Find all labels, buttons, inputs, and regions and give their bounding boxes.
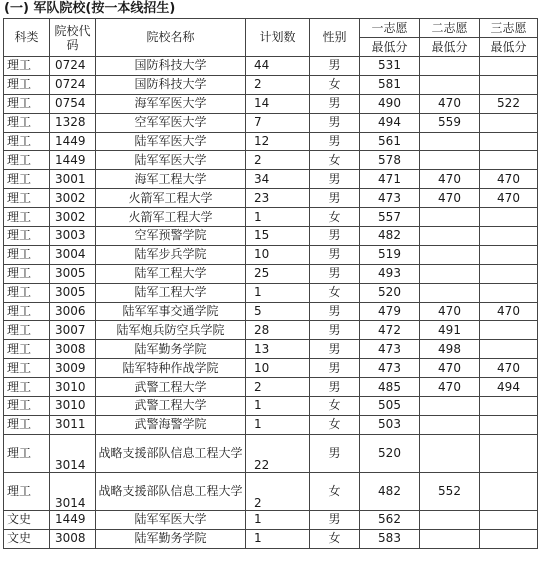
cell-subject: 理工 bbox=[4, 264, 50, 283]
cell-score2 bbox=[420, 75, 480, 94]
cell-subject: 理工 bbox=[4, 57, 50, 76]
cell-school-name: 陆军勤务学院 bbox=[96, 340, 246, 359]
cell-score1: 485 bbox=[360, 378, 420, 397]
cell-score3 bbox=[480, 227, 538, 246]
cell-score3 bbox=[480, 434, 538, 472]
cell-school-name: 武警海警学院 bbox=[96, 415, 246, 434]
cell-sex: 男 bbox=[310, 57, 360, 76]
cell-code: 3002 bbox=[50, 208, 96, 227]
table-row bbox=[4, 57, 538, 76]
table-row bbox=[4, 245, 538, 264]
cell-sex: 男 bbox=[310, 378, 360, 397]
cell-sex: 男 bbox=[310, 113, 360, 132]
cell-plan: 2 bbox=[246, 378, 310, 397]
cell-score1: 581 bbox=[360, 75, 420, 94]
cell-score1: 562 bbox=[360, 510, 420, 529]
cell-subject: 理工 bbox=[4, 397, 50, 416]
table-row bbox=[4, 283, 538, 302]
cell-score1: 531 bbox=[360, 57, 420, 76]
cell-score1: 583 bbox=[360, 529, 420, 548]
cell-subject: 理工 bbox=[4, 472, 50, 510]
cell-code: 1449 bbox=[50, 132, 96, 151]
cell-plan: 12 bbox=[246, 132, 310, 151]
cell-code: 3007 bbox=[50, 321, 96, 340]
table-row bbox=[4, 434, 538, 472]
table-row bbox=[4, 75, 538, 94]
cell-score2: 470 bbox=[420, 189, 480, 208]
cell-school-name: 火箭军工程大学 bbox=[96, 208, 246, 227]
cell-sex: 男 bbox=[310, 321, 360, 340]
cell-code: 3011 bbox=[50, 415, 96, 434]
cell-plan: 1 bbox=[246, 415, 310, 434]
cell-plan: 1 bbox=[246, 510, 310, 529]
cell-code: 3003 bbox=[50, 227, 96, 246]
cell-score3 bbox=[480, 208, 538, 227]
cell-subject: 理工 bbox=[4, 359, 50, 378]
cell-score1: 520 bbox=[360, 434, 420, 472]
cell-score1: 503 bbox=[360, 415, 420, 434]
cell-score3: 494 bbox=[480, 378, 538, 397]
cell-score3 bbox=[480, 283, 538, 302]
cell-score1: 479 bbox=[360, 302, 420, 321]
header-score1-min: 最低分 bbox=[360, 38, 420, 57]
cell-sex: 男 bbox=[310, 189, 360, 208]
header-score1-top: 一志愿 bbox=[360, 19, 420, 38]
cell-subject: 理工 bbox=[4, 94, 50, 113]
cell-school-name: 国防科技大学 bbox=[96, 75, 246, 94]
cell-school-name: 空军军医大学 bbox=[96, 113, 246, 132]
cell-code: 3010 bbox=[50, 397, 96, 416]
table-row bbox=[4, 510, 538, 529]
cell-school-name: 海军工程大学 bbox=[96, 170, 246, 189]
cell-score3 bbox=[480, 57, 538, 76]
cell-score2 bbox=[420, 510, 480, 529]
cell-score2 bbox=[420, 434, 480, 472]
header-sex: 性别 bbox=[310, 19, 360, 57]
cell-subject: 理工 bbox=[4, 321, 50, 340]
table-row bbox=[4, 529, 538, 548]
cell-code: 3006 bbox=[50, 302, 96, 321]
cell-code: 3002 bbox=[50, 189, 96, 208]
cell-school-name: 陆军工程大学 bbox=[96, 264, 246, 283]
header-score2-top: 二志愿 bbox=[420, 19, 480, 38]
cell-score2: 470 bbox=[420, 94, 480, 113]
cell-sex: 女 bbox=[310, 208, 360, 227]
cell-school-name: 战略支援部队信息工程大学 bbox=[96, 472, 246, 510]
cell-code: 0754 bbox=[50, 94, 96, 113]
cell-score1: 561 bbox=[360, 132, 420, 151]
cell-score1: 473 bbox=[360, 340, 420, 359]
cell-score2 bbox=[420, 208, 480, 227]
cell-score2 bbox=[420, 529, 480, 548]
cell-plan: 25 bbox=[246, 264, 310, 283]
cell-code: 3008 bbox=[50, 529, 96, 548]
cell-score2: 491 bbox=[420, 321, 480, 340]
cell-score1: 473 bbox=[360, 359, 420, 378]
cell-sex: 男 bbox=[310, 359, 360, 378]
table-row bbox=[4, 94, 538, 113]
cell-subject: 理工 bbox=[4, 302, 50, 321]
cell-score3 bbox=[480, 510, 538, 529]
table-row bbox=[4, 113, 538, 132]
cell-score3 bbox=[480, 264, 538, 283]
cell-subject: 理工 bbox=[4, 75, 50, 94]
cell-score2: 552 bbox=[420, 472, 480, 510]
cell-school-name: 陆军工程大学 bbox=[96, 283, 246, 302]
cell-sex: 女 bbox=[310, 151, 360, 170]
cell-score2 bbox=[420, 132, 480, 151]
cell-plan: 15 bbox=[246, 227, 310, 246]
cell-score1: 520 bbox=[360, 283, 420, 302]
header-score2-min: 最低分 bbox=[420, 38, 480, 57]
cell-plan: 28 bbox=[246, 321, 310, 340]
cell-score1: 557 bbox=[360, 208, 420, 227]
cell-score2: 470 bbox=[420, 170, 480, 189]
cell-school-name: 陆军军医大学 bbox=[96, 151, 246, 170]
cell-subject: 理工 bbox=[4, 170, 50, 189]
cell-score2 bbox=[420, 57, 480, 76]
cell-plan: 13 bbox=[246, 340, 310, 359]
cell-school-name: 陆军军事交通学院 bbox=[96, 302, 246, 321]
cell-school-name: 陆军步兵学院 bbox=[96, 245, 246, 264]
cell-sex: 男 bbox=[310, 94, 360, 113]
cell-subject: 理工 bbox=[4, 113, 50, 132]
table-row bbox=[4, 264, 538, 283]
cell-plan: 10 bbox=[246, 359, 310, 378]
cell-school-name: 陆军炮兵防空兵学院 bbox=[96, 321, 246, 340]
cell-score2 bbox=[420, 415, 480, 434]
section-title: (一) 军队院校(按一本线招生) bbox=[4, 1, 176, 16]
cell-school-name: 武警工程大学 bbox=[96, 397, 246, 416]
cell-code: 0724 bbox=[50, 57, 96, 76]
header-row-top bbox=[4, 19, 538, 38]
cell-score1: 471 bbox=[360, 170, 420, 189]
cell-score3: 470 bbox=[480, 359, 538, 378]
table-row bbox=[4, 302, 538, 321]
cell-sex: 女 bbox=[310, 283, 360, 302]
cell-score1: 482 bbox=[360, 472, 420, 510]
cell-code: 3009 bbox=[50, 359, 96, 378]
cell-code: 3005 bbox=[50, 283, 96, 302]
cell-score2: 470 bbox=[420, 378, 480, 397]
cell-sex: 女 bbox=[310, 397, 360, 416]
cell-sex: 男 bbox=[310, 510, 360, 529]
cell-code: 0724 bbox=[50, 75, 96, 94]
cell-code: 3014 bbox=[50, 434, 96, 472]
cell-code: 1449 bbox=[50, 151, 96, 170]
cell-score3 bbox=[480, 321, 538, 340]
cell-score2: 498 bbox=[420, 340, 480, 359]
cell-score2: 559 bbox=[420, 113, 480, 132]
cell-school-name: 武警工程大学 bbox=[96, 378, 246, 397]
table-row bbox=[4, 208, 538, 227]
cell-plan: 2 bbox=[246, 151, 310, 170]
cell-score2 bbox=[420, 245, 480, 264]
cell-plan: 7 bbox=[246, 113, 310, 132]
cell-sex: 男 bbox=[310, 170, 360, 189]
cell-subject: 理工 bbox=[4, 415, 50, 434]
table-row bbox=[4, 378, 538, 397]
cell-subject: 理工 bbox=[4, 245, 50, 264]
cell-plan: 44 bbox=[246, 57, 310, 76]
header-subject: 科类 bbox=[4, 19, 50, 57]
cell-sex: 男 bbox=[310, 264, 360, 283]
cell-subject: 文史 bbox=[4, 510, 50, 529]
cell-sex: 男 bbox=[310, 434, 360, 472]
cell-school-name: 国防科技大学 bbox=[96, 57, 246, 76]
cell-plan: 2 bbox=[246, 75, 310, 94]
cell-school-name: 陆军勤务学院 bbox=[96, 529, 246, 548]
table-row bbox=[4, 151, 538, 170]
cell-sex: 男 bbox=[310, 340, 360, 359]
cell-plan: 5 bbox=[246, 302, 310, 321]
cell-subject: 理工 bbox=[4, 132, 50, 151]
cell-score3 bbox=[480, 245, 538, 264]
cell-score1: 473 bbox=[360, 189, 420, 208]
cell-score3 bbox=[480, 340, 538, 359]
table-row bbox=[4, 340, 538, 359]
table-row bbox=[4, 189, 538, 208]
cell-score2 bbox=[420, 397, 480, 416]
cell-score3: 470 bbox=[480, 189, 538, 208]
cell-school-name: 海军军医大学 bbox=[96, 94, 246, 113]
cell-sex: 女 bbox=[310, 472, 360, 510]
cell-subject: 理工 bbox=[4, 283, 50, 302]
table-row bbox=[4, 170, 538, 189]
cell-score3 bbox=[480, 132, 538, 151]
cell-code: 1449 bbox=[50, 510, 96, 529]
cell-score2 bbox=[420, 227, 480, 246]
cell-subject: 理工 bbox=[4, 340, 50, 359]
cell-score3 bbox=[480, 529, 538, 548]
cell-score1: 490 bbox=[360, 94, 420, 113]
cell-plan: 1 bbox=[246, 397, 310, 416]
header-score3-min: 最低分 bbox=[480, 38, 538, 57]
cell-score1: 493 bbox=[360, 264, 420, 283]
header-code bbox=[50, 19, 96, 57]
cell-score1: 472 bbox=[360, 321, 420, 340]
cell-sex: 女 bbox=[310, 75, 360, 94]
cell-school-name: 陆军军医大学 bbox=[96, 132, 246, 151]
cell-code: 1328 bbox=[50, 113, 96, 132]
cell-subject: 理工 bbox=[4, 151, 50, 170]
cell-score2 bbox=[420, 264, 480, 283]
cell-sex: 男 bbox=[310, 245, 360, 264]
cell-subject: 文史 bbox=[4, 529, 50, 548]
cell-score2: 470 bbox=[420, 302, 480, 321]
cell-score3: 470 bbox=[480, 302, 538, 321]
cell-code: 3014 bbox=[50, 472, 96, 510]
cell-score3 bbox=[480, 75, 538, 94]
cell-plan: 34 bbox=[246, 170, 310, 189]
cell-code: 3010 bbox=[50, 378, 96, 397]
cell-school-name: 陆军军医大学 bbox=[96, 510, 246, 529]
cell-score3 bbox=[480, 113, 538, 132]
cell-score2 bbox=[420, 151, 480, 170]
cell-score2: 470 bbox=[420, 359, 480, 378]
cell-plan: 1 bbox=[246, 283, 310, 302]
cell-code: 3005 bbox=[50, 264, 96, 283]
cell-code: 3004 bbox=[50, 245, 96, 264]
cell-sex: 男 bbox=[310, 227, 360, 246]
cell-school-name: 战略支援部队信息工程大学 bbox=[96, 434, 246, 472]
cell-plan: 1 bbox=[246, 208, 310, 227]
cell-score3 bbox=[480, 397, 538, 416]
cell-plan: 1 bbox=[246, 529, 310, 548]
cell-sex: 女 bbox=[310, 415, 360, 434]
cell-score1: 482 bbox=[360, 227, 420, 246]
table-row bbox=[4, 359, 538, 378]
cell-score3: 522 bbox=[480, 94, 538, 113]
cell-school-name: 陆军特种作战学院 bbox=[96, 359, 246, 378]
cell-plan: 10 bbox=[246, 245, 310, 264]
cell-plan: 22 bbox=[246, 434, 310, 472]
cell-sex: 男 bbox=[310, 132, 360, 151]
cell-school-name: 火箭军工程大学 bbox=[96, 189, 246, 208]
cell-plan: 14 bbox=[246, 94, 310, 113]
cell-score3: 470 bbox=[480, 170, 538, 189]
table-row bbox=[4, 321, 538, 340]
cell-score3 bbox=[480, 472, 538, 510]
header-name: 院校名称 bbox=[96, 19, 246, 57]
table-row bbox=[4, 227, 538, 246]
cell-score1: 505 bbox=[360, 397, 420, 416]
cell-plan: 23 bbox=[246, 189, 310, 208]
table-row bbox=[4, 132, 538, 151]
header-plan: 计划数 bbox=[246, 19, 310, 57]
cell-sex: 女 bbox=[310, 529, 360, 548]
cell-score1: 519 bbox=[360, 245, 420, 264]
cell-score1: 494 bbox=[360, 113, 420, 132]
cell-score2 bbox=[420, 283, 480, 302]
header-score3-top: 三志愿 bbox=[480, 19, 538, 38]
table-row bbox=[4, 472, 538, 510]
cell-score3 bbox=[480, 415, 538, 434]
cell-school-name: 空军预警学院 bbox=[96, 227, 246, 246]
table-row bbox=[4, 397, 538, 416]
cell-subject: 理工 bbox=[4, 378, 50, 397]
header-code-label: 院校代码 bbox=[54, 23, 91, 52]
cell-sex: 男 bbox=[310, 302, 360, 321]
cell-subject: 理工 bbox=[4, 227, 50, 246]
cell-code: 3008 bbox=[50, 340, 96, 359]
admission-table bbox=[3, 18, 538, 549]
cell-score3 bbox=[480, 151, 538, 170]
cell-subject: 理工 bbox=[4, 434, 50, 472]
cell-subject: 理工 bbox=[4, 208, 50, 227]
cell-plan: 2 bbox=[246, 472, 310, 510]
cell-subject: 理工 bbox=[4, 189, 50, 208]
cell-code: 3001 bbox=[50, 170, 96, 189]
table-row bbox=[4, 415, 538, 434]
cell-score1: 578 bbox=[360, 151, 420, 170]
